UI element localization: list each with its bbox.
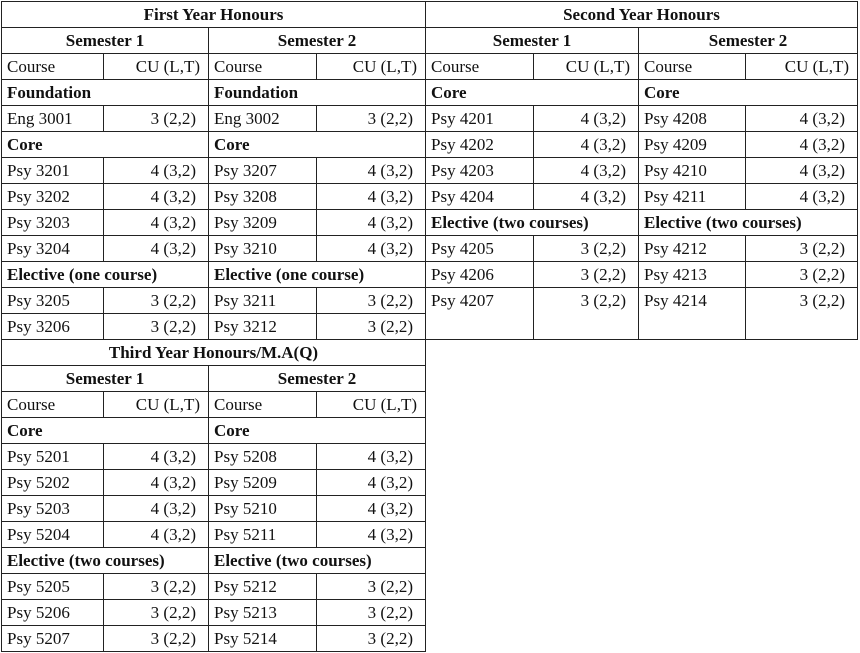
credit-units: 4 (3,2) bbox=[104, 184, 209, 210]
semester-label: Semester 2 bbox=[209, 28, 426, 54]
column-header-cu: CU (L,T) bbox=[317, 392, 426, 418]
course-code: Psy 5208 bbox=[209, 444, 317, 470]
table-row bbox=[2, 210, 426, 236]
section-label: Core bbox=[426, 80, 639, 106]
course-code: Psy 3212 bbox=[209, 314, 317, 340]
year-title: Third Year Honours/M.A(Q) bbox=[2, 340, 426, 366]
third-year-table bbox=[1, 339, 426, 652]
semester-label: Semester 1 bbox=[2, 28, 209, 54]
column-header-course: Course bbox=[209, 392, 317, 418]
table-row bbox=[2, 444, 426, 470]
section-label: Elective (two courses) bbox=[426, 210, 639, 236]
column-header-cu: CU (L,T) bbox=[746, 54, 858, 80]
course-code: Psy 4213 bbox=[639, 262, 746, 288]
semester-label: Semester 2 bbox=[209, 366, 426, 392]
section-label: Core bbox=[209, 418, 426, 444]
credit-units: 4 (3,2) bbox=[104, 470, 209, 496]
credit-units: 4 (3,2) bbox=[104, 496, 209, 522]
course-code: Psy 5213 bbox=[209, 600, 317, 626]
credit-units: 4 (3,2) bbox=[746, 184, 858, 210]
course-code: Psy 3206 bbox=[2, 314, 104, 340]
credit-units: 3 (2,2) bbox=[746, 262, 858, 288]
table-row bbox=[2, 522, 426, 548]
second-year-table bbox=[425, 1, 858, 340]
course-code: Psy 3211 bbox=[209, 288, 317, 314]
course-code: Psy 5203 bbox=[2, 496, 104, 522]
table-row bbox=[2, 288, 426, 314]
credit-units: 4 (3,2) bbox=[746, 106, 858, 132]
column-header-course: Course bbox=[2, 392, 104, 418]
course-code: Psy 5211 bbox=[209, 522, 317, 548]
credit-units: 3 (2,2) bbox=[104, 574, 209, 600]
column-header-course: Course bbox=[2, 54, 104, 80]
table-row bbox=[426, 158, 858, 184]
credit-units: 3 (2,2) bbox=[317, 626, 426, 652]
credit-units: 3 (2,2) bbox=[746, 288, 858, 340]
credit-units: 4 (3,2) bbox=[534, 132, 639, 158]
credit-units: 3 (2,2) bbox=[534, 288, 639, 340]
year-title: Second Year Honours bbox=[426, 2, 858, 28]
credit-units: 4 (3,2) bbox=[104, 236, 209, 262]
credit-units: 4 (3,2) bbox=[534, 158, 639, 184]
course-code: Psy 3209 bbox=[209, 210, 317, 236]
table-row bbox=[2, 314, 426, 340]
section-label: Foundation bbox=[2, 80, 209, 106]
section-label: Foundation bbox=[209, 80, 426, 106]
course-code: Psy 5202 bbox=[2, 470, 104, 496]
credit-units: 4 (3,2) bbox=[104, 158, 209, 184]
course-code: Psy 4204 bbox=[426, 184, 534, 210]
table-row bbox=[2, 158, 426, 184]
course-code: Psy 3204 bbox=[2, 236, 104, 262]
credit-units: 4 (3,2) bbox=[534, 184, 639, 210]
course-code: Psy 5214 bbox=[209, 626, 317, 652]
column-header-course: Course bbox=[639, 54, 746, 80]
table-row bbox=[2, 496, 426, 522]
credit-units: 4 (3,2) bbox=[317, 470, 426, 496]
course-code: Psy 5212 bbox=[209, 574, 317, 600]
course-code: Psy 4203 bbox=[426, 158, 534, 184]
course-code: Psy 4212 bbox=[639, 236, 746, 262]
credit-units: 4 (3,2) bbox=[317, 210, 426, 236]
table-row bbox=[426, 288, 858, 340]
course-code: Psy 5206 bbox=[2, 600, 104, 626]
credit-units: 3 (2,2) bbox=[317, 288, 426, 314]
section-label: Elective (one course) bbox=[209, 262, 426, 288]
first-year-table bbox=[1, 1, 426, 340]
credit-units: 3 (2,2) bbox=[104, 314, 209, 340]
section-label: Core bbox=[2, 132, 209, 158]
semester-label: Semester 2 bbox=[639, 28, 858, 54]
credit-units: 4 (3,2) bbox=[746, 132, 858, 158]
year-title: First Year Honours bbox=[2, 2, 426, 28]
course-code: Psy 4202 bbox=[426, 132, 534, 158]
course-code: Eng 3002 bbox=[209, 106, 317, 132]
column-header-cu: CU (L,T) bbox=[534, 54, 639, 80]
credit-units: 4 (3,2) bbox=[104, 210, 209, 236]
course-code: Psy 5207 bbox=[2, 626, 104, 652]
table-row bbox=[2, 236, 426, 262]
section-label: Core bbox=[639, 80, 858, 106]
table-row bbox=[2, 470, 426, 496]
credit-units: 4 (3,2) bbox=[746, 158, 858, 184]
section-label: Elective (two courses) bbox=[639, 210, 858, 236]
course-code: Psy 4214 bbox=[639, 288, 746, 340]
course-code: Psy 4209 bbox=[639, 132, 746, 158]
column-header-cu: CU (L,T) bbox=[317, 54, 426, 80]
course-code: Psy 4206 bbox=[426, 262, 534, 288]
table-row bbox=[2, 184, 426, 210]
credit-units: 3 (2,2) bbox=[104, 288, 209, 314]
credit-units: 4 (3,2) bbox=[317, 236, 426, 262]
section-label: Core bbox=[209, 132, 426, 158]
course-code: Psy 5204 bbox=[2, 522, 104, 548]
credit-units: 3 (2,2) bbox=[534, 236, 639, 262]
credit-units: 4 (3,2) bbox=[104, 522, 209, 548]
section-label: Core bbox=[2, 418, 209, 444]
semester-label: Semester 1 bbox=[2, 366, 209, 392]
credit-units: 3 (2,2) bbox=[317, 600, 426, 626]
section-label: Elective (two courses) bbox=[2, 548, 209, 574]
course-code: Psy 5209 bbox=[209, 470, 317, 496]
section-label: Elective (two courses) bbox=[209, 548, 426, 574]
credit-units: 3 (2,2) bbox=[104, 600, 209, 626]
course-code: Psy 4201 bbox=[426, 106, 534, 132]
course-code: Psy 4211 bbox=[639, 184, 746, 210]
course-code: Psy 3202 bbox=[2, 184, 104, 210]
course-code: Psy 4208 bbox=[639, 106, 746, 132]
credit-units: 4 (3,2) bbox=[317, 158, 426, 184]
table-row bbox=[2, 106, 426, 132]
table-row bbox=[426, 106, 858, 132]
course-code: Psy 5210 bbox=[209, 496, 317, 522]
credit-units: 4 (3,2) bbox=[317, 496, 426, 522]
course-code: Psy 3207 bbox=[209, 158, 317, 184]
course-code: Psy 5201 bbox=[2, 444, 104, 470]
table-row bbox=[2, 600, 426, 626]
table-row bbox=[426, 132, 858, 158]
course-code: Psy 3205 bbox=[2, 288, 104, 314]
credit-units: 3 (2,2) bbox=[534, 262, 639, 288]
table-row bbox=[2, 574, 426, 600]
table-row bbox=[2, 626, 426, 652]
table-row bbox=[426, 184, 858, 210]
column-header-cu: CU (L,T) bbox=[104, 392, 209, 418]
course-code: Psy 3201 bbox=[2, 158, 104, 184]
section-label: Elective (one course) bbox=[2, 262, 209, 288]
credit-units: 4 (3,2) bbox=[104, 444, 209, 470]
course-code: Psy 3208 bbox=[209, 184, 317, 210]
course-code: Psy 4207 bbox=[426, 288, 534, 340]
course-code: Psy 4205 bbox=[426, 236, 534, 262]
table-row bbox=[426, 262, 858, 288]
credit-units: 3 (2,2) bbox=[317, 314, 426, 340]
credit-units: 4 (3,2) bbox=[317, 522, 426, 548]
course-code: Psy 4210 bbox=[639, 158, 746, 184]
credit-units: 3 (2,2) bbox=[104, 626, 209, 652]
semester-label: Semester 1 bbox=[426, 28, 639, 54]
course-code: Psy 5205 bbox=[2, 574, 104, 600]
column-header-cu: CU (L,T) bbox=[104, 54, 209, 80]
course-code: Eng 3001 bbox=[2, 106, 104, 132]
credit-units: 4 (3,2) bbox=[534, 106, 639, 132]
column-header-course: Course bbox=[209, 54, 317, 80]
credit-units: 4 (3,2) bbox=[317, 184, 426, 210]
course-code: Psy 3210 bbox=[209, 236, 317, 262]
table-row bbox=[426, 236, 858, 262]
credit-units: 3 (2,2) bbox=[317, 574, 426, 600]
credit-units: 3 (2,2) bbox=[104, 106, 209, 132]
course-code: Psy 3203 bbox=[2, 210, 104, 236]
column-header-course: Course bbox=[426, 54, 534, 80]
credit-units: 3 (2,2) bbox=[746, 236, 858, 262]
credit-units: 3 (2,2) bbox=[317, 106, 426, 132]
credit-units: 4 (3,2) bbox=[317, 444, 426, 470]
